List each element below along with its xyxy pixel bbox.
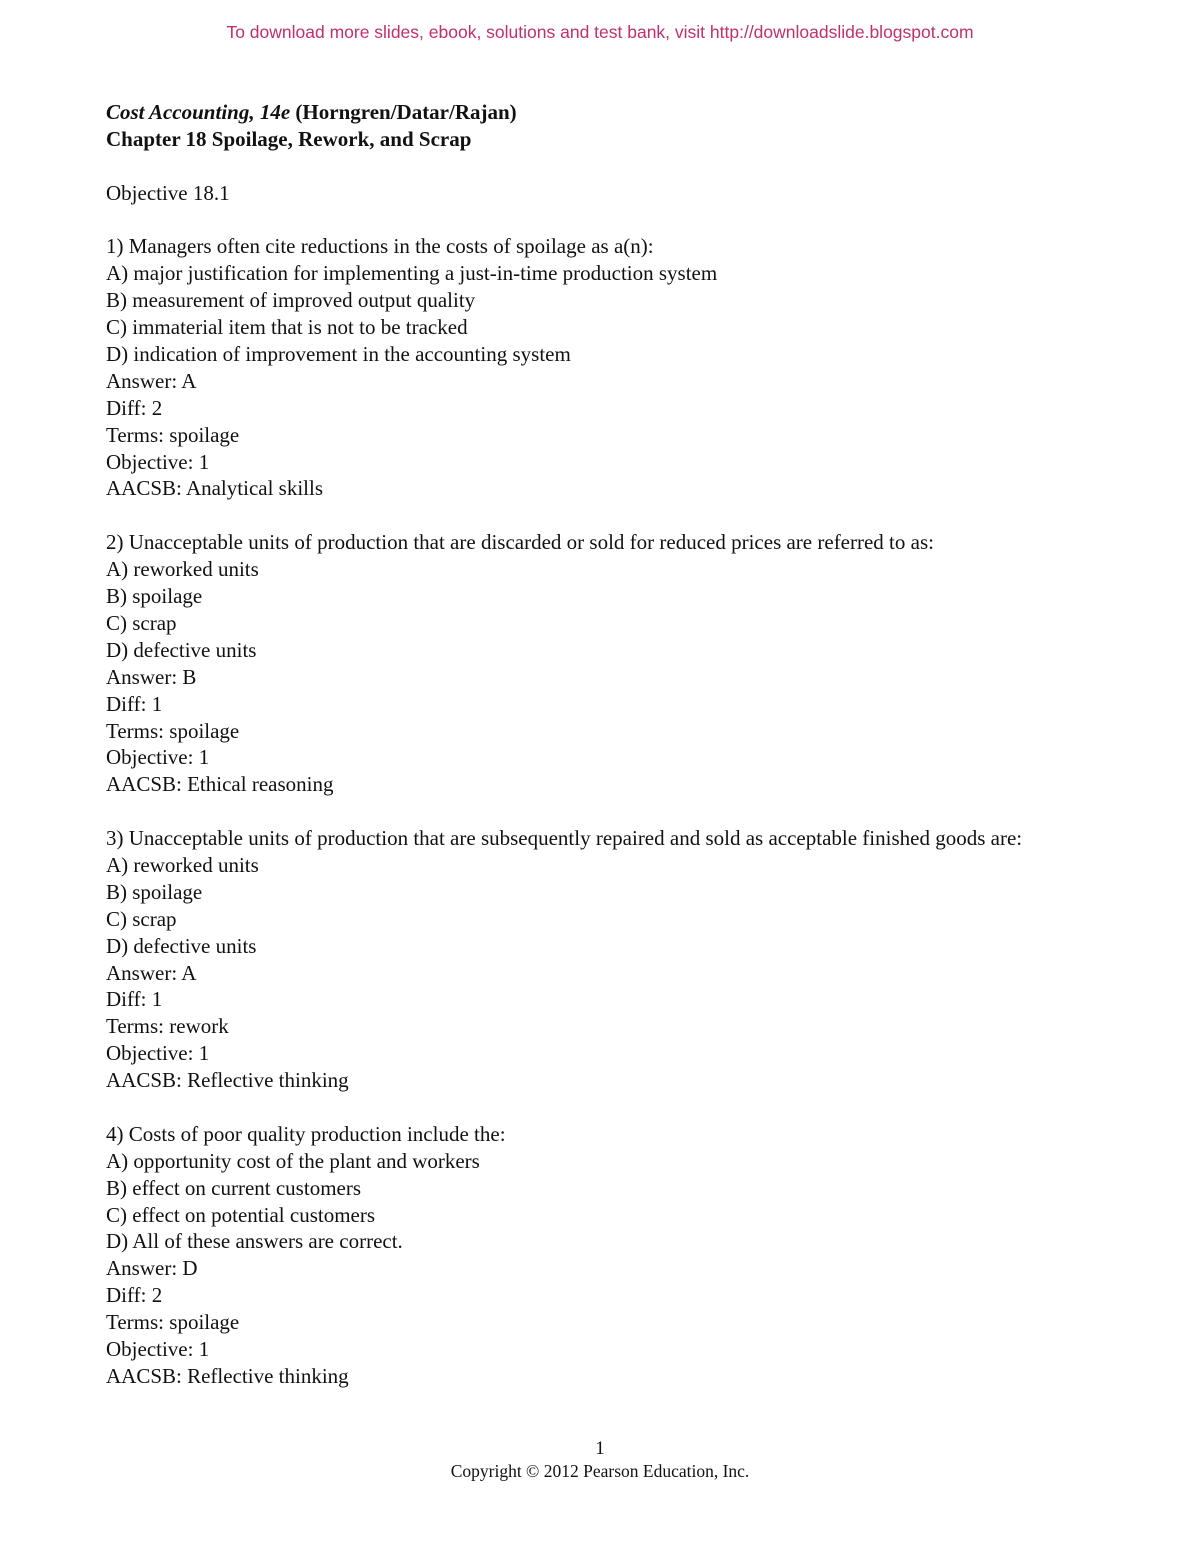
page-number: 1 [595, 1438, 605, 1459]
answer-key: Answer: B [106, 664, 197, 689]
book-title-line [106, 99, 1116, 126]
chapter-title: Chapter 18 Spoilage, Rework, and Scrap [106, 126, 472, 151]
terms: Terms: spoilage [106, 1310, 240, 1335]
answer-option: C) scrap [106, 906, 177, 931]
objective-heading: Objective 18.1 [106, 180, 230, 205]
question-stem: 3) Unacceptable units of production that are subsequently repaired and sold as acceptable finished goods are: [106, 826, 1023, 851]
answer-key: Answer: A [106, 368, 197, 393]
answer-option: B) spoilage [106, 879, 203, 904]
difficulty: Diff: 1 [106, 691, 163, 716]
book-title: Cost Accounting, 14e [106, 100, 291, 124]
answer-key: Answer: D [106, 1256, 198, 1281]
answer-key: Answer: A [106, 960, 197, 985]
spacer [106, 1094, 1116, 1121]
answer-option: D) defective units [106, 933, 257, 958]
answer-option: C) immaterial item that is not to be tracked [106, 315, 468, 340]
answer-option: C) scrap [106, 610, 177, 635]
aacsb: AACSB: Reflective thinking [106, 1068, 349, 1093]
answer-option: A) major justification for implementing a just-in-time production system [106, 261, 718, 286]
question-1 [106, 233, 1116, 502]
question-stem: 4) Costs of poor quality production include the: [106, 1121, 506, 1146]
terms: Terms: rework [106, 1014, 229, 1039]
answer-option: D) indication of improvement in the accounting system [106, 342, 571, 367]
objective: Objective: 1 [106, 449, 210, 474]
answer-option: B) spoilage [106, 584, 203, 609]
difficulty: Diff: 2 [106, 395, 163, 420]
spacer [106, 502, 1116, 529]
objective: Objective: 1 [106, 1337, 210, 1362]
aacsb: AACSB: Ethical reasoning [106, 772, 334, 797]
answer-option: D) defective units [106, 637, 257, 662]
objective: Objective: 1 [106, 745, 210, 770]
page-content [106, 99, 1116, 1390]
terms: Terms: spoilage [106, 422, 240, 447]
spacer [106, 798, 1116, 825]
question-stem: 2) Unacceptable units of production that are discarded or sold for reduced prices are referred to as: [106, 530, 934, 555]
answer-option: B) effect on current customers [106, 1175, 362, 1200]
download-banner[interactable]: To download more slides, ebook, solutions and test bank, visit http://downloadslide.blogspot.com [226, 22, 974, 42]
spacer [106, 153, 1116, 180]
difficulty: Diff: 1 [106, 987, 163, 1012]
question-4 [106, 1121, 1116, 1390]
answer-option: A) opportunity cost of the plant and workers [106, 1148, 480, 1173]
answer-option: D) All of these answers are correct. [106, 1229, 403, 1254]
aacsb: AACSB: Analytical skills [106, 476, 324, 501]
answer-option: A) reworked units [106, 852, 259, 877]
question-2 [106, 529, 1116, 798]
terms: Terms: spoilage [106, 718, 240, 743]
copyright-notice: Copyright © 2012 Pearson Education, Inc. [450, 1461, 750, 1481]
difficulty: Diff: 2 [106, 1283, 163, 1308]
question-3 [106, 825, 1116, 1094]
answer-option: A) reworked units [106, 557, 259, 582]
aacsb: AACSB: Reflective thinking [106, 1363, 349, 1388]
objective: Objective: 1 [106, 1041, 210, 1066]
answer-option: B) measurement of improved output quality [106, 288, 476, 313]
spacer [106, 207, 1116, 234]
answer-option: C) effect on potential customers [106, 1202, 376, 1227]
book-authors: (Horngren/Datar/Rajan) [290, 100, 517, 124]
question-stem: 1) Managers often cite reductions in the costs of spoilage as a(n): [106, 234, 654, 259]
